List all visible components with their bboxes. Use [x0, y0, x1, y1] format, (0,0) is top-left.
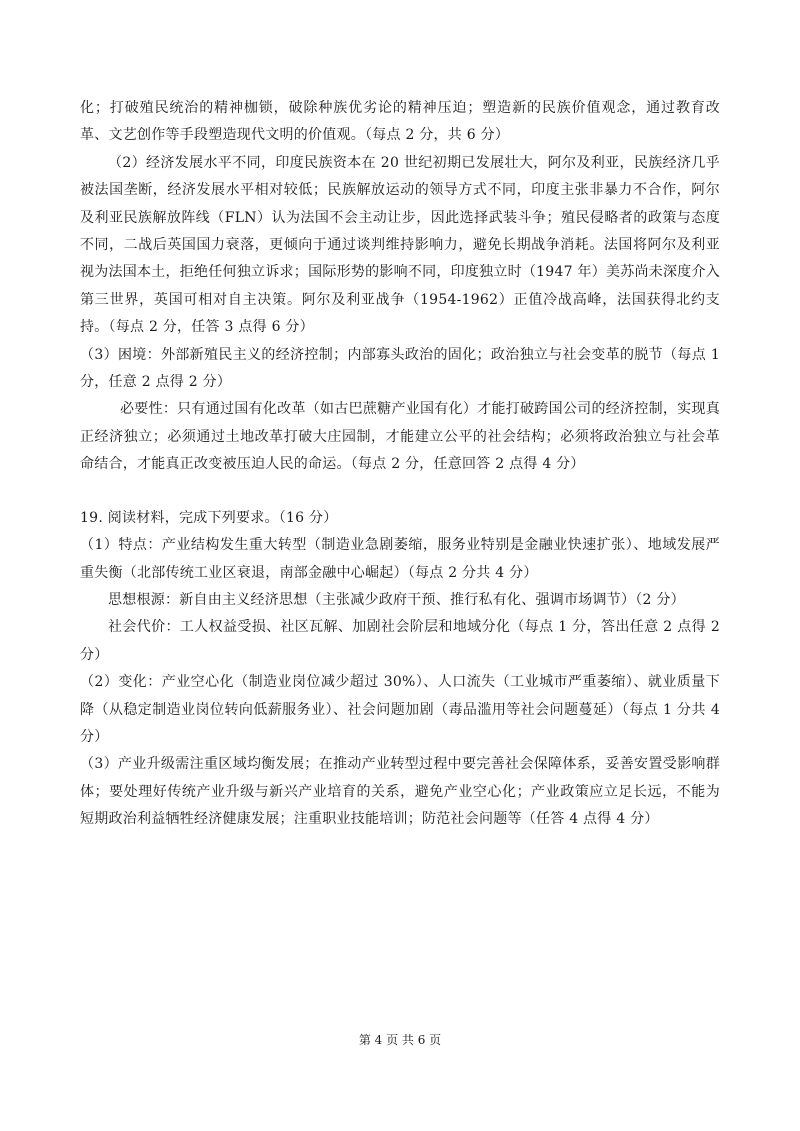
answer-18-part3-necessity: 必要性：只有通过国有化改革（如古巴蔗糖产业国有化）才能打破跨国公司的经济控制，实现真正经济独立；必须通过土地改革打破大庄园制，才能建立公平的社会结构；必须将政治独立与社会革命结合，才能真正改变被压迫人民的命运。（每点 2 分，任意回答 2 点得 4 分） [80, 401, 720, 473]
answer-19-part1-roots: 思想根源：新自由主义经济思想（主张减少政府干预、推行私有化、强调市场调节）（2 分） [108, 591, 685, 608]
answer-19-part1-cost: 社会代价：工人权益受损、社区瓦解、加剧社会阶层和地域分化（每点 1 分，答出任意 2 点得 2 分） [80, 619, 720, 663]
answer-18-part1-continued: 化；打破殖民统治的精神枷锁，破除种族优劣论的精神压迫；塑造新的民族价值观念，通过教育改革、文艺创作等手段塑造现代文明的价值观。（每点 2 分，共 6 分） [80, 100, 720, 144]
question-19-title: 19. 阅读材料，完成下列要求。（16 分） [80, 509, 338, 526]
answer-19-part1-features: （1）特点：产业结构发生重大转型（制造业急剧萎缩，服务业特别是金融业快速扩张）、地域发展严重失衡（北部传统工业区衰退，南部金融中心崛起）（每点 2 分共 4 分） [80, 537, 720, 581]
answer-content [80, 95, 720, 834]
answer-18-part2: （2）经济发展水平不同，印度民族资本在 20 世纪初期已发展壮大，阿尔及利亚，民族经济几乎被法国垄断，经济发展水平相对较低；民族解放运动的领导方式不同，印度主张非暴力不合作，阿尔及利亚民族解放阵线（FLN）认为法国不会主动让步，因此选择武装斗争；殖民侵略者的政策与态度不同，二战后英国国力衰落，更倾向于通过谈判维持影响力，避免长期战争消耗。法国将阿尔及利亚视为法国本土，拒绝任何独立诉求；国际形势的影响不同，印度独立时（1947 年）美苏尚未深度介入第三世界，英国可相对自主决策。阿尔及利亚战争（1954-1962）正值冷战高峰，法国获得北约支持。（每点 2 分，任答 3 点得 6 分） [80, 154, 720, 336]
answer-19-part3: （3）产业升级需注重区域均衡发展；在推动产业转型过程中要完善社会保障体系，妥善安置受影响群体；要处理好传统产业升级与新兴产业培育的关系，避免产业空心化；产业政策应立足长远，不能为短期政治利益牺牲经济健康发展；注重职业技能培训；防范社会问题等（任答 4 点得 4 分） [80, 756, 720, 828]
section-spacer [80, 479, 720, 505]
page-footer: 第 4 页 共 6 页 [358, 1033, 442, 1047]
answer-19-part2-changes: （2）变化：产业空心化（制造业岗位减少超过 30%）、人口流失（工业城市严重萎缩）、就业质量下降（从稳定制造业岗位转向低薪服务业）、社会问题加剧（毒品滥用等社会问题蔓延）（每点 1 分共 4 分） [80, 674, 720, 745]
answer-18-part3-dilemma: （3）困境：外部新殖民主义的经济控制；内部寡头政治的固化；政治独立与社会变革的脱节（每点 1 分，任意 2 点得 2 分） [80, 346, 720, 391]
